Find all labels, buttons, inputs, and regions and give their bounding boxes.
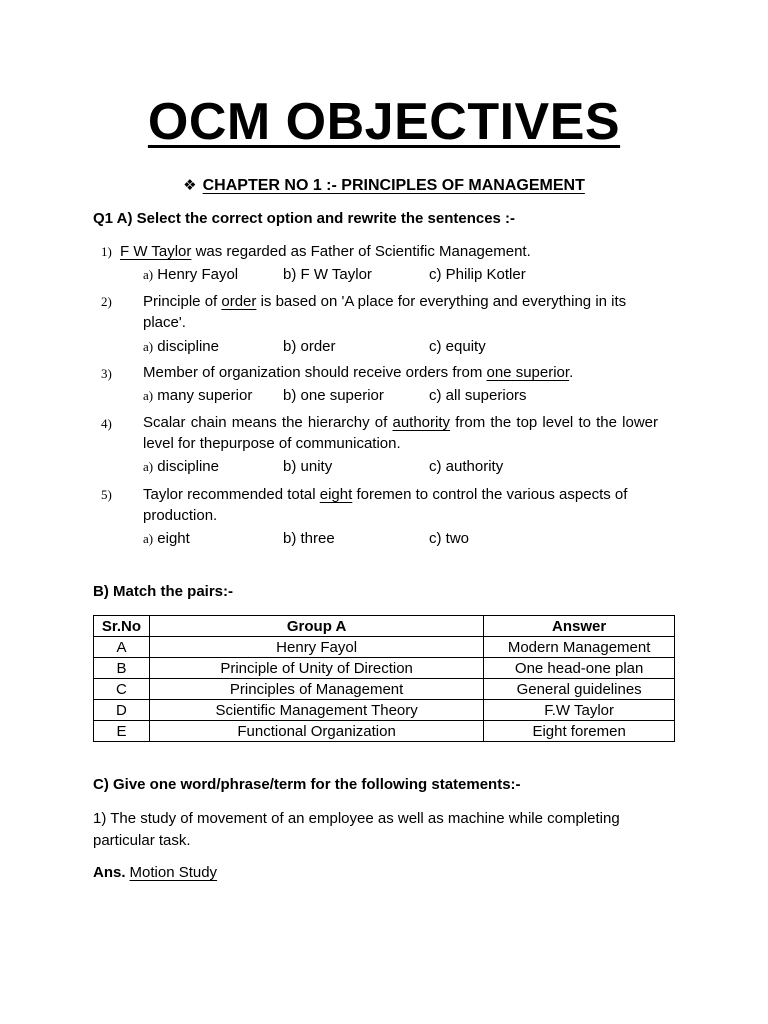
table-row [94, 700, 675, 721]
table-cell: E [94, 721, 150, 742]
chapter-heading [0, 176, 768, 195]
option-c: c) equity [429, 338, 486, 355]
answer-underlined: F W Taylor [120, 243, 192, 260]
column-header: Sr.No [94, 616, 150, 637]
table-cell: Henry Fayol [149, 637, 483, 658]
statement-text: 1) The study of movement of an employee as well as machine while completing particular task. [93, 810, 620, 849]
table-cell: General guidelines [484, 679, 675, 700]
answer-underlined: order [221, 293, 257, 310]
table-cell: Principle of Unity of Direction [149, 658, 483, 679]
question-number: 1) [101, 244, 112, 259]
column-header: Group A [149, 616, 483, 637]
table-cell: Eight foremen [484, 721, 675, 742]
table-row [94, 721, 675, 742]
option-b: b) order [283, 338, 336, 355]
table-cell: B [94, 658, 150, 679]
question-text: F W Taylor was regarded as Father of Scientific Management. [120, 243, 531, 260]
table-cell: Principles of Management [149, 679, 483, 700]
answer-underlined: one superior [486, 364, 570, 381]
option-b: b) unity [283, 458, 333, 475]
table-row [94, 637, 675, 658]
question-text: Principle of order is based on 'A place for everything and everything in its place'. [143, 293, 627, 331]
diamond-bullet-icon: ❖ [183, 176, 197, 194]
option-a: a) many superior [143, 387, 253, 404]
table-cell: A [94, 637, 150, 658]
answer-text: Motion Study [129, 864, 218, 881]
answer-line [93, 864, 217, 881]
table-cell: D [94, 700, 150, 721]
option-a: a) eight [143, 530, 190, 547]
table-row [94, 658, 675, 679]
section-a-heading: Q1 A) Select the correct option and rewrite the sentences :- [93, 210, 516, 227]
table-cell: C [94, 679, 150, 700]
option-b: b) three [283, 530, 335, 547]
table-cell: Functional Organization [149, 721, 483, 742]
question-text: Scalar chain means the hierarchy of authority from the top level to the lower level for thepurpose of communication. [143, 414, 658, 452]
answer-label: Ans. [93, 864, 126, 881]
option-a: a) Henry Fayol [143, 266, 239, 283]
section-c-heading: C) Give one word/phrase/term for the following statements:- [93, 776, 521, 793]
table-cell: Modern Management [484, 637, 675, 658]
option-a: a) discipline [143, 458, 219, 475]
answer-underlined: eight [319, 486, 353, 503]
question-number: 2) [101, 294, 112, 309]
answer-underlined: authority [392, 414, 451, 431]
question-number: 3) [101, 366, 112, 381]
document-title: OCM OBJECTIVES [147, 93, 621, 151]
option-c: c) all superiors [429, 387, 527, 404]
question-number: 5) [101, 487, 112, 502]
question-text: Member of organization should receive orders from one superior. [143, 364, 574, 381]
option-c: c) authority [429, 458, 504, 475]
table-cell: One head-one plan [484, 658, 675, 679]
option-b: b) one superior [283, 387, 384, 404]
question-number: 4) [101, 416, 112, 431]
table-header-row [94, 616, 675, 637]
table-cell: Scientific Management Theory [149, 700, 483, 721]
question-text: Taylor recommended total eight foremen to control the various aspects of production. [143, 486, 628, 524]
option-b: b) F W Taylor [283, 266, 372, 283]
option-c: c) two [429, 530, 470, 547]
table-row [94, 679, 675, 700]
option-a: a) discipline [143, 338, 219, 355]
match-pairs-table [93, 615, 675, 742]
column-header: Answer [484, 616, 675, 637]
table-cell: F.W Taylor [484, 700, 675, 721]
chapter-title: CHAPTER NO 1 :- PRINCIPLES OF MANAGEMENT [202, 177, 585, 194]
option-c: c) Philip Kotler [429, 266, 526, 283]
section-b-heading: B) Match the pairs:- [93, 583, 234, 600]
